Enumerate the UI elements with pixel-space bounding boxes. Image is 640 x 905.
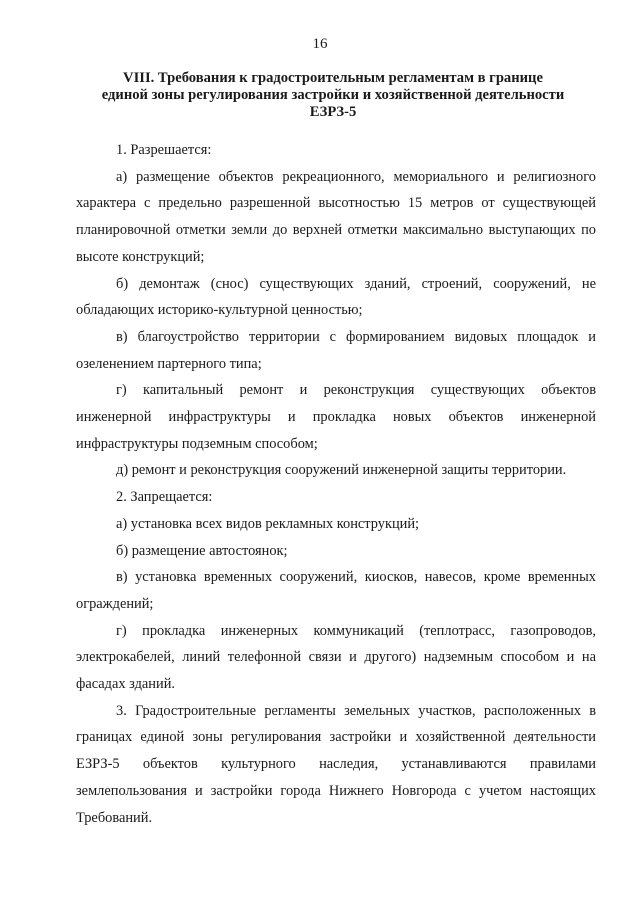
- paragraph-prohibited-v: в) установка временных сооружений, киосков, навесов, кроме временных ограждений;: [76, 569, 596, 612]
- paragraph-permitted-title: 1. Разрешается:: [116, 142, 212, 158]
- paragraph-prohibited-title: 2. Запрещается:: [116, 489, 213, 506]
- paragraph-prohibited-g: г) прокладка инженерных коммуникаций (теплотрасс, газопроводов, электрокабелей, линий телефонной связи и другого) надземным способом и на фасадах зданий.: [76, 622, 596, 693]
- paragraph-permitted-g: г) капитальный ремонт и реконструкция существующих объектов инженерной инфраструктуры и прокладка новых объектов инженерной инфраструктуры подземным способом;: [76, 382, 596, 452]
- paragraph-prohibited-a: а) установка всех видов рекламных конструкций;: [116, 515, 420, 532]
- paragraph-regulations: 3. Градостроительные регламенты земельных участков, расположенных в границах единой зоны регулирования застройки и хозяйственной деятельности ЕЗРЗ-5 объектов культурного наследия, устанавливаются правилами землепользования и застройки города Нижнего Новгорода с учетом настоящих Требований.: [76, 702, 596, 826]
- section-heading-line-1: VIII. Требования к градостроительным регламентам в границе: [123, 70, 543, 86]
- paragraph-permitted-b: б) демонтаж (снос) существующих зданий, строений, сооружений, не обладающих историко-культурной ценностью;: [76, 275, 596, 319]
- paragraph-permitted-a: а) размещение объектов рекреационного, мемориального и религиозного характера с предельно разрешенной высотностью 15 метров от существующей планировочной отметки земли до верхней отметки максимально выступающих по высоте конструкций;: [76, 168, 596, 265]
- section-heading: [78, 70, 588, 121]
- section-heading-line-2: единой зоны регулирования застройки и хозяйственной деятельности: [101, 87, 565, 103]
- document-body: [76, 137, 596, 831]
- paragraph-permitted-v: в) благоустройство территории с формированием видовых площадок и озеленением партерного типа;: [76, 328, 596, 372]
- paragraph-permitted-d: д) ремонт и реконструкция сооружений инженерной защиты территории.: [116, 462, 567, 479]
- section-heading-line-3: ЕЗРЗ-5: [309, 104, 357, 120]
- paragraph-prohibited-b: б) размещение автостоянок;: [116, 542, 288, 559]
- page-number: 16: [312, 36, 328, 52]
